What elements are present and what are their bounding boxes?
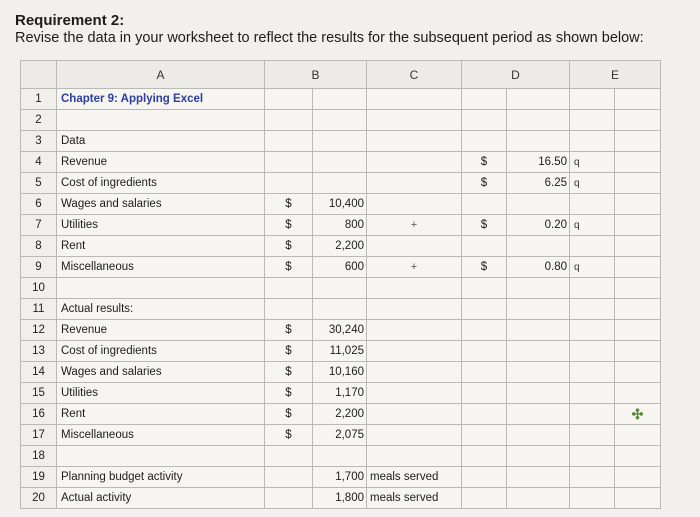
cell-e[interactable] bbox=[615, 236, 661, 257]
cell-b-currency[interactable]: $ bbox=[265, 236, 313, 257]
cell-d-value[interactable] bbox=[507, 173, 570, 194]
column-header-b[interactable]: B bbox=[265, 61, 367, 89]
cell-d-edit-marker[interactable] bbox=[570, 362, 615, 383]
requirement-text: Revise the data in your worksheet to reflect the results for the subsequent period as shown below: bbox=[15, 30, 644, 46]
cell-b-value[interactable] bbox=[313, 152, 367, 173]
cell-b-value[interactable]: 600 bbox=[313, 257, 367, 278]
cell-d-currency[interactable] bbox=[462, 110, 507, 131]
cell-e[interactable] bbox=[615, 488, 661, 509]
cell-d-value[interactable] bbox=[507, 215, 570, 236]
cell-d-currency[interactable]: $ bbox=[462, 257, 507, 278]
cell-d-currency[interactable] bbox=[462, 362, 507, 383]
cell-a[interactable]: Revenue bbox=[57, 320, 265, 341]
table-row bbox=[21, 236, 661, 257]
cell-c[interactable] bbox=[367, 320, 462, 341]
cell-d-edit-marker[interactable] bbox=[570, 488, 615, 509]
table-row bbox=[21, 278, 661, 299]
cell-d-value[interactable] bbox=[507, 278, 570, 299]
cell-d-value[interactable] bbox=[507, 194, 570, 215]
cell-b-currency[interactable]: $ bbox=[265, 362, 313, 383]
cell-e[interactable] bbox=[615, 257, 661, 278]
cell-c[interactable] bbox=[367, 299, 462, 320]
cell-d-edit-marker[interactable] bbox=[570, 257, 615, 278]
column-header-d[interactable]: D bbox=[462, 61, 570, 89]
cell-d-edit-marker[interactable] bbox=[570, 194, 615, 215]
cell-b-value[interactable]: 2,200 bbox=[313, 404, 367, 425]
row-number[interactable]: 5 bbox=[21, 173, 57, 194]
cell-d-number: 6.25 bbox=[544, 177, 567, 189]
cell-b-value[interactable]: 800 bbox=[313, 215, 367, 236]
table-row bbox=[21, 215, 661, 236]
spreadsheet bbox=[20, 60, 661, 509]
cell-c[interactable] bbox=[367, 110, 462, 131]
row-number[interactable]: 20 bbox=[21, 488, 57, 509]
table-row bbox=[21, 299, 661, 320]
cell-e[interactable] bbox=[615, 215, 661, 236]
cell-d-value[interactable] bbox=[507, 341, 570, 362]
cell-d-currency[interactable]: $ bbox=[462, 173, 507, 194]
cell-d-currency[interactable] bbox=[462, 299, 507, 320]
cell-a[interactable]: Data bbox=[57, 131, 265, 152]
cell-b-value[interactable] bbox=[313, 173, 367, 194]
cell-a[interactable]: Cost of ingredients bbox=[57, 341, 265, 362]
cell-d-currency[interactable] bbox=[462, 488, 507, 509]
cell-b-value[interactable]: 30,240 bbox=[313, 320, 367, 341]
cell-d-edit-marker[interactable] bbox=[570, 110, 615, 131]
cell-a[interactable]: Miscellaneous bbox=[57, 425, 265, 446]
table-row bbox=[21, 362, 661, 383]
cell-a[interactable]: Chapter 9: Applying Excel bbox=[57, 89, 265, 110]
cell-d-value[interactable] bbox=[507, 152, 570, 173]
cell-c[interactable] bbox=[367, 173, 462, 194]
cell-d-edit-marker[interactable] bbox=[570, 320, 615, 341]
cell-c[interactable]: meals served bbox=[367, 488, 462, 509]
cell-e[interactable] bbox=[615, 173, 661, 194]
cell-d-value[interactable] bbox=[507, 425, 570, 446]
cell-b-currency[interactable]: $ bbox=[265, 257, 313, 278]
cell-d-value[interactable] bbox=[507, 404, 570, 425]
cell-d-value[interactable] bbox=[507, 236, 570, 257]
cell-c[interactable] bbox=[367, 89, 462, 110]
cell-a[interactable] bbox=[57, 446, 265, 467]
cell-d-value[interactable] bbox=[507, 257, 570, 278]
cell-d-currency[interactable] bbox=[462, 89, 507, 110]
table-row bbox=[21, 488, 661, 509]
cell-b-currency[interactable] bbox=[265, 110, 313, 131]
table-row bbox=[21, 89, 661, 110]
cell-b-value[interactable]: 11,025 bbox=[313, 341, 367, 362]
column-header-a[interactable]: A bbox=[57, 61, 265, 89]
cell-c[interactable]: + bbox=[367, 257, 462, 278]
cell-d-number: 0.80 bbox=[544, 261, 567, 273]
row-number[interactable]: 6 bbox=[21, 194, 57, 215]
cell-b-currency[interactable] bbox=[265, 299, 313, 320]
corner-cell[interactable] bbox=[21, 61, 57, 89]
cell-e[interactable] bbox=[615, 362, 661, 383]
cell-e[interactable] bbox=[615, 131, 661, 152]
edit-marker-icon: q bbox=[574, 178, 580, 189]
cell-d-currency[interactable] bbox=[462, 446, 507, 467]
cell-b-currency[interactable] bbox=[265, 152, 313, 173]
cell-c[interactable] bbox=[367, 446, 462, 467]
cell-b-value[interactable] bbox=[313, 131, 367, 152]
table-row bbox=[21, 110, 661, 131]
cell-a[interactable]: Wages and salaries bbox=[57, 194, 265, 215]
cell-e[interactable] bbox=[615, 404, 661, 425]
cell-a[interactable]: Wages and salaries bbox=[57, 362, 265, 383]
row-number[interactable]: 13 bbox=[21, 341, 57, 362]
cell-c[interactable]: + bbox=[367, 215, 462, 236]
cell-d-value[interactable] bbox=[507, 131, 570, 152]
row-number[interactable]: 14 bbox=[21, 362, 57, 383]
cell-c[interactable] bbox=[367, 236, 462, 257]
table-row bbox=[21, 257, 661, 278]
cell-c[interactable] bbox=[367, 152, 462, 173]
cell-b-currency[interactable] bbox=[265, 278, 313, 299]
plus-cursor-icon: ✣ bbox=[631, 405, 644, 422]
cell-a[interactable]: Cost of ingredients bbox=[57, 173, 265, 194]
cell-b-currency[interactable]: $ bbox=[265, 425, 313, 446]
cell-d-currency[interactable] bbox=[462, 278, 507, 299]
table-row bbox=[21, 131, 661, 152]
cell-b-currency[interactable] bbox=[265, 131, 313, 152]
table-row bbox=[21, 425, 661, 446]
cell-d-currency[interactable]: $ bbox=[462, 152, 507, 173]
cell-e[interactable] bbox=[615, 110, 661, 131]
cell-c[interactable] bbox=[367, 131, 462, 152]
cell-d-currency[interactable] bbox=[462, 194, 507, 215]
row-number[interactable]: 10 bbox=[21, 278, 57, 299]
cell-b-currency[interactable] bbox=[265, 173, 313, 194]
cell-d-edit-marker[interactable] bbox=[570, 341, 615, 362]
cell-d-value[interactable] bbox=[507, 110, 570, 131]
cell-d-currency[interactable] bbox=[462, 341, 507, 362]
cell-b-currency[interactable]: $ bbox=[265, 194, 313, 215]
row-number[interactable]: 18 bbox=[21, 446, 57, 467]
cell-b-value[interactable]: 10,400 bbox=[313, 194, 367, 215]
cell-d-currency[interactable] bbox=[462, 467, 507, 488]
table-row bbox=[21, 152, 661, 173]
row-number[interactable]: 12 bbox=[21, 320, 57, 341]
cell-d-edit-marker[interactable] bbox=[570, 425, 615, 446]
cell-e[interactable] bbox=[615, 299, 661, 320]
cell-b-value[interactable]: 10,160 bbox=[313, 362, 367, 383]
cell-d-edit-marker[interactable] bbox=[570, 299, 615, 320]
column-header-row bbox=[21, 61, 661, 89]
cell-e[interactable] bbox=[615, 425, 661, 446]
cell-d-value[interactable] bbox=[507, 446, 570, 467]
cell-b-value[interactable] bbox=[313, 299, 367, 320]
cell-d-edit-marker[interactable] bbox=[570, 404, 615, 425]
cell-c[interactable] bbox=[367, 341, 462, 362]
column-header-e[interactable]: E bbox=[570, 61, 661, 89]
cell-b-value[interactable] bbox=[313, 89, 367, 110]
cell-d-currency[interactable]: $ bbox=[462, 215, 507, 236]
table-row bbox=[21, 173, 661, 194]
cell-e[interactable] bbox=[615, 446, 661, 467]
row-number[interactable]: 2 bbox=[21, 110, 57, 131]
cell-e[interactable] bbox=[615, 467, 661, 488]
cell-d-edit-marker[interactable] bbox=[570, 131, 615, 152]
cell-d-currency[interactable] bbox=[462, 131, 507, 152]
table-row bbox=[21, 383, 661, 404]
cell-d-currency[interactable] bbox=[462, 404, 507, 425]
row-number[interactable]: 9 bbox=[21, 257, 57, 278]
row-number[interactable]: 17 bbox=[21, 425, 57, 446]
cell-a[interactable]: Miscellaneous bbox=[57, 257, 265, 278]
cell-a[interactable]: Revenue bbox=[57, 152, 265, 173]
cell-a[interactable] bbox=[57, 110, 265, 131]
cell-c[interactable] bbox=[367, 383, 462, 404]
table-row bbox=[21, 446, 661, 467]
cell-a[interactable]: Utilities bbox=[57, 383, 265, 404]
cell-b-currency[interactable]: $ bbox=[265, 404, 313, 425]
cell-a[interactable]: Rent bbox=[57, 236, 265, 257]
cell-b-value[interactable]: 1,700 bbox=[313, 467, 367, 488]
table-row bbox=[21, 320, 661, 341]
cell-d-currency[interactable] bbox=[462, 383, 507, 404]
cell-a[interactable] bbox=[57, 278, 265, 299]
table-row bbox=[21, 194, 661, 215]
row-number[interactable]: 15 bbox=[21, 383, 57, 404]
cell-a[interactable]: Utilities bbox=[57, 215, 265, 236]
row-number[interactable]: 3 bbox=[21, 131, 57, 152]
edit-marker-icon: q bbox=[574, 220, 580, 231]
cell-b-value[interactable]: 2,200 bbox=[313, 236, 367, 257]
edit-marker-icon: q bbox=[574, 157, 580, 168]
cell-b-currency[interactable]: $ bbox=[265, 341, 313, 362]
cell-a[interactable]: Rent bbox=[57, 404, 265, 425]
cell-d-edit-marker[interactable] bbox=[570, 89, 615, 110]
cell-d-value[interactable] bbox=[507, 299, 570, 320]
row-number[interactable]: 16 bbox=[21, 404, 57, 425]
cell-d-edit-marker[interactable] bbox=[570, 446, 615, 467]
cell-b-value[interactable] bbox=[313, 278, 367, 299]
cell-d-number: 16.50 bbox=[538, 156, 567, 168]
cell-e[interactable] bbox=[615, 341, 661, 362]
cell-d-value[interactable] bbox=[507, 488, 570, 509]
cell-c[interactable] bbox=[367, 362, 462, 383]
cell-c[interactable] bbox=[367, 425, 462, 446]
cell-d-currency[interactable] bbox=[462, 236, 507, 257]
cell-b-value[interactable] bbox=[313, 446, 367, 467]
cell-c[interactable] bbox=[367, 404, 462, 425]
cell-a[interactable]: Actual activity bbox=[57, 488, 265, 509]
cell-b-value[interactable]: 1,800 bbox=[313, 488, 367, 509]
cell-e[interactable] bbox=[615, 89, 661, 110]
cell-d-edit-marker[interactable] bbox=[570, 467, 615, 488]
row-number[interactable]: 11 bbox=[21, 299, 57, 320]
cell-d-value[interactable] bbox=[507, 362, 570, 383]
row-number[interactable]: 19 bbox=[21, 467, 57, 488]
cell-a[interactable]: Actual results: bbox=[57, 299, 265, 320]
cell-d-value[interactable] bbox=[507, 467, 570, 488]
cell-b-currency[interactable]: $ bbox=[265, 215, 313, 236]
column-header-c[interactable]: C bbox=[367, 61, 462, 89]
cell-d-edit-marker[interactable] bbox=[570, 152, 615, 173]
row-number[interactable]: 8 bbox=[21, 236, 57, 257]
table-row bbox=[21, 467, 661, 488]
cell-c[interactable]: meals served bbox=[367, 467, 462, 488]
cell-b-value[interactable] bbox=[313, 110, 367, 131]
table-row bbox=[21, 404, 661, 425]
row-number[interactable]: 1 bbox=[21, 89, 57, 110]
cell-e[interactable] bbox=[615, 194, 661, 215]
cell-c[interactable] bbox=[367, 194, 462, 215]
requirement-title: Requirement 2: bbox=[15, 12, 125, 29]
cell-b-currency[interactable] bbox=[265, 446, 313, 467]
cell-d-edit-marker[interactable] bbox=[570, 215, 615, 236]
cell-d-currency[interactable] bbox=[462, 320, 507, 341]
row-number[interactable]: 7 bbox=[21, 215, 57, 236]
cell-e[interactable] bbox=[615, 152, 661, 173]
cell-b-currency[interactable] bbox=[265, 488, 313, 509]
cell-b-currency[interactable]: $ bbox=[265, 383, 313, 404]
cell-d-value[interactable] bbox=[507, 89, 570, 110]
row-number[interactable]: 4 bbox=[21, 152, 57, 173]
cell-d-edit-marker[interactable] bbox=[570, 383, 615, 404]
cell-e[interactable] bbox=[615, 320, 661, 341]
cell-d-edit-marker[interactable] bbox=[570, 278, 615, 299]
cell-c[interactable] bbox=[367, 278, 462, 299]
cell-d-value[interactable] bbox=[507, 383, 570, 404]
cell-b-currency[interactable]: $ bbox=[265, 320, 313, 341]
cell-b-currency[interactable] bbox=[265, 89, 313, 110]
cell-b-currency[interactable] bbox=[265, 467, 313, 488]
table-row bbox=[21, 341, 661, 362]
cell-d-edit-marker[interactable] bbox=[570, 173, 615, 194]
cell-a[interactable]: Planning budget activity bbox=[57, 467, 265, 488]
cell-d-number: 0.20 bbox=[544, 219, 567, 231]
cell-b-value[interactable]: 1,170 bbox=[313, 383, 367, 404]
cell-b-value[interactable]: 2,075 bbox=[313, 425, 367, 446]
edit-marker-icon: q bbox=[574, 262, 580, 273]
cell-d-value[interactable] bbox=[507, 320, 570, 341]
cell-d-edit-marker[interactable] bbox=[570, 236, 615, 257]
cell-e[interactable] bbox=[615, 278, 661, 299]
cell-d-currency[interactable] bbox=[462, 425, 507, 446]
cell-e[interactable] bbox=[615, 383, 661, 404]
